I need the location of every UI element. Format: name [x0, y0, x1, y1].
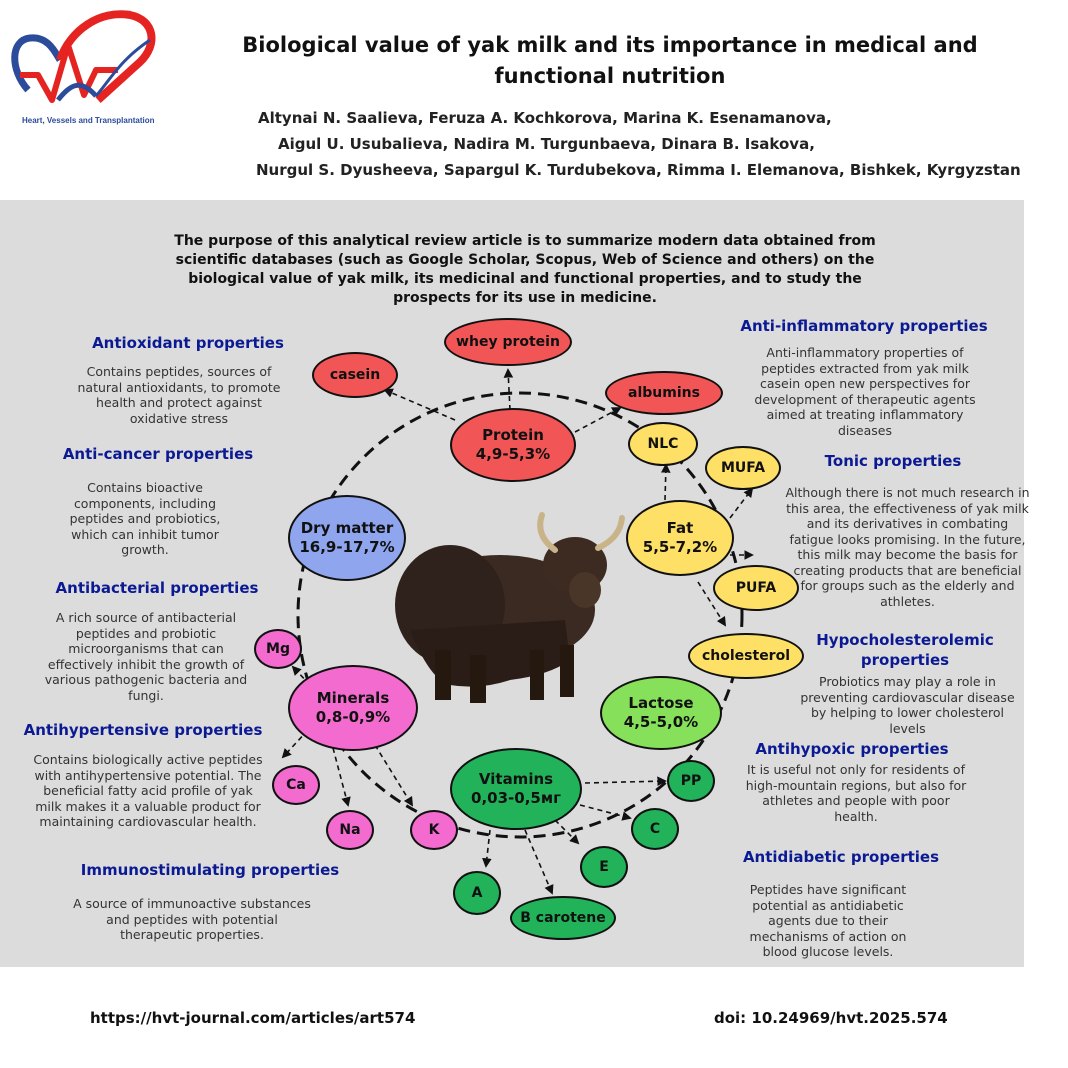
node-fat: Fat 5,5-7,2%: [626, 500, 734, 576]
node-a: A: [453, 871, 501, 915]
immunostimulating-text: A source of immunoactive substances and peptides with potential therapeutic properties.: [73, 896, 311, 942]
authors-line-2: Aigul U. Usubalieva, Nadira M. Turgunbaeva, Dinara B. Isakova,: [278, 135, 815, 153]
node-minerals: Minerals 0,8-0,9%: [288, 665, 418, 751]
tonic-text: Although there is not much research in this area, the effectiveness of yak milk and its derivatives in combating fatigue looks promising. In the future, this milk may become the basis for creating products that are beneficial for groups such as the elderly and athletes.: [785, 485, 1030, 609]
purpose-statement: The purpose of this analytical review article is to summarize modern data obtained from scientific databases (such as Google Scholar, Scopus, Web of Science and others) on the biological value of yak milk, its medicinal and functional properties, and to study the prospects for its use in medicine.: [174, 233, 876, 306]
antiinflammatory-text: Anti-inflammatory properties of peptides extracted from yak milk casein open new perspectives for development of therapeutic agents aimed at treating inflammatory diseases: [754, 345, 976, 438]
immunostimulating-title: Immunostimulating properties: [80, 861, 340, 879]
antioxidant-text: Contains peptides, sources of natural antioxidants, to promote health and protect against oxidative stress: [77, 364, 281, 426]
node-albumins: albumins: [605, 371, 723, 415]
antiinflammatory-title: Anti-inflammatory properties: [740, 317, 988, 335]
tonic-title: Tonic properties: [824, 452, 962, 470]
authors-line-1: Altynai N. Saalieva, Feruza A. Kochkorova, Marina K. Esenamanova,: [258, 109, 832, 127]
node-cholesterol: cholesterol: [688, 633, 804, 679]
node-c: C: [631, 808, 679, 850]
logo-caption: Heart, Vessels and Transplantation: [22, 116, 155, 125]
antihypertensive-text: Contains biologically active peptides with antihypertensive potential. The beneficial fatty acid profile of yak milk makes it a valuable product for maintaining cardiovascular health.: [33, 752, 263, 829]
node-e: E: [580, 846, 628, 888]
antidiabetic-title: Antidiabetic properties: [742, 848, 940, 866]
antioxidant-title: Antioxidant properties: [92, 334, 284, 352]
hypocholesterolemic-title: Hypocholesterolemic properties: [816, 631, 994, 669]
node-pp: PP: [667, 760, 715, 802]
hypocholesterolemic-text: Probiotics may play a role in preventing cardiovascular disease by helping to lower cholesterol levels: [800, 674, 1015, 736]
antidiabetic-text: Peptides have significant potential as antidiabetic agents due to their mechanisms of action on blood glucose levels.: [749, 882, 907, 959]
antihypoxic-title: Antihypoxic properties: [755, 740, 949, 758]
anticancer-title: Anti-cancer properties: [62, 445, 254, 463]
anticancer-text: Contains bioactive components, including peptides and probiotics, which can inhibit tumor growth.: [69, 480, 221, 557]
node-mufa: MUFA: [705, 446, 781, 490]
antibacterial-title: Antibacterial properties: [55, 579, 259, 597]
node-vitamins: Vitamins 0,03-0,5мг: [450, 748, 582, 830]
node-k: K: [410, 810, 458, 850]
node-pufa: PUFA: [713, 565, 799, 611]
article-url-link[interactable]: https://hvt-journal.com/articles/art574: [90, 1009, 416, 1027]
node-ca: Ca: [272, 765, 320, 805]
authors-line-3: Nurgul S. Dyusheeva, Sapargul K. Turdubekova, Rimma I. Elemanova, Bishkek, Kyrgyzstan: [256, 161, 1021, 179]
antihypertensive-title: Antihypertensive properties: [23, 721, 263, 739]
node-b-carotene: B carotene: [510, 896, 616, 940]
node-na: Na: [326, 810, 374, 850]
node-dry-matter: Dry matter 16,9-17,7%: [288, 495, 406, 581]
yak-image: [390, 510, 640, 710]
node-nlc: NLC: [628, 422, 698, 466]
doi-text: doi: 10.24969/hvt.2025.574: [714, 1009, 948, 1027]
page-title: Biological value of yak milk and its importance in medical and functional nutrition: [242, 33, 978, 88]
antihypoxic-text: It is useful not only for residents of high-mountain regions, but also for athletes and people with poor health.: [745, 762, 967, 824]
node-casein: casein: [312, 352, 398, 398]
node-mg: Mg: [254, 629, 302, 669]
antibacterial-text: A rich source of antibacterial peptides and probiotic microorganisms that can effectively inhibit the growth of various pathogenic bacteria and fungi.: [44, 610, 248, 703]
node-lactose: Lactose 4,5-5,0%: [600, 676, 722, 750]
node-whey-protein: whey protein: [444, 318, 572, 366]
node-protein: Protein 4,9-5,3%: [450, 408, 576, 482]
